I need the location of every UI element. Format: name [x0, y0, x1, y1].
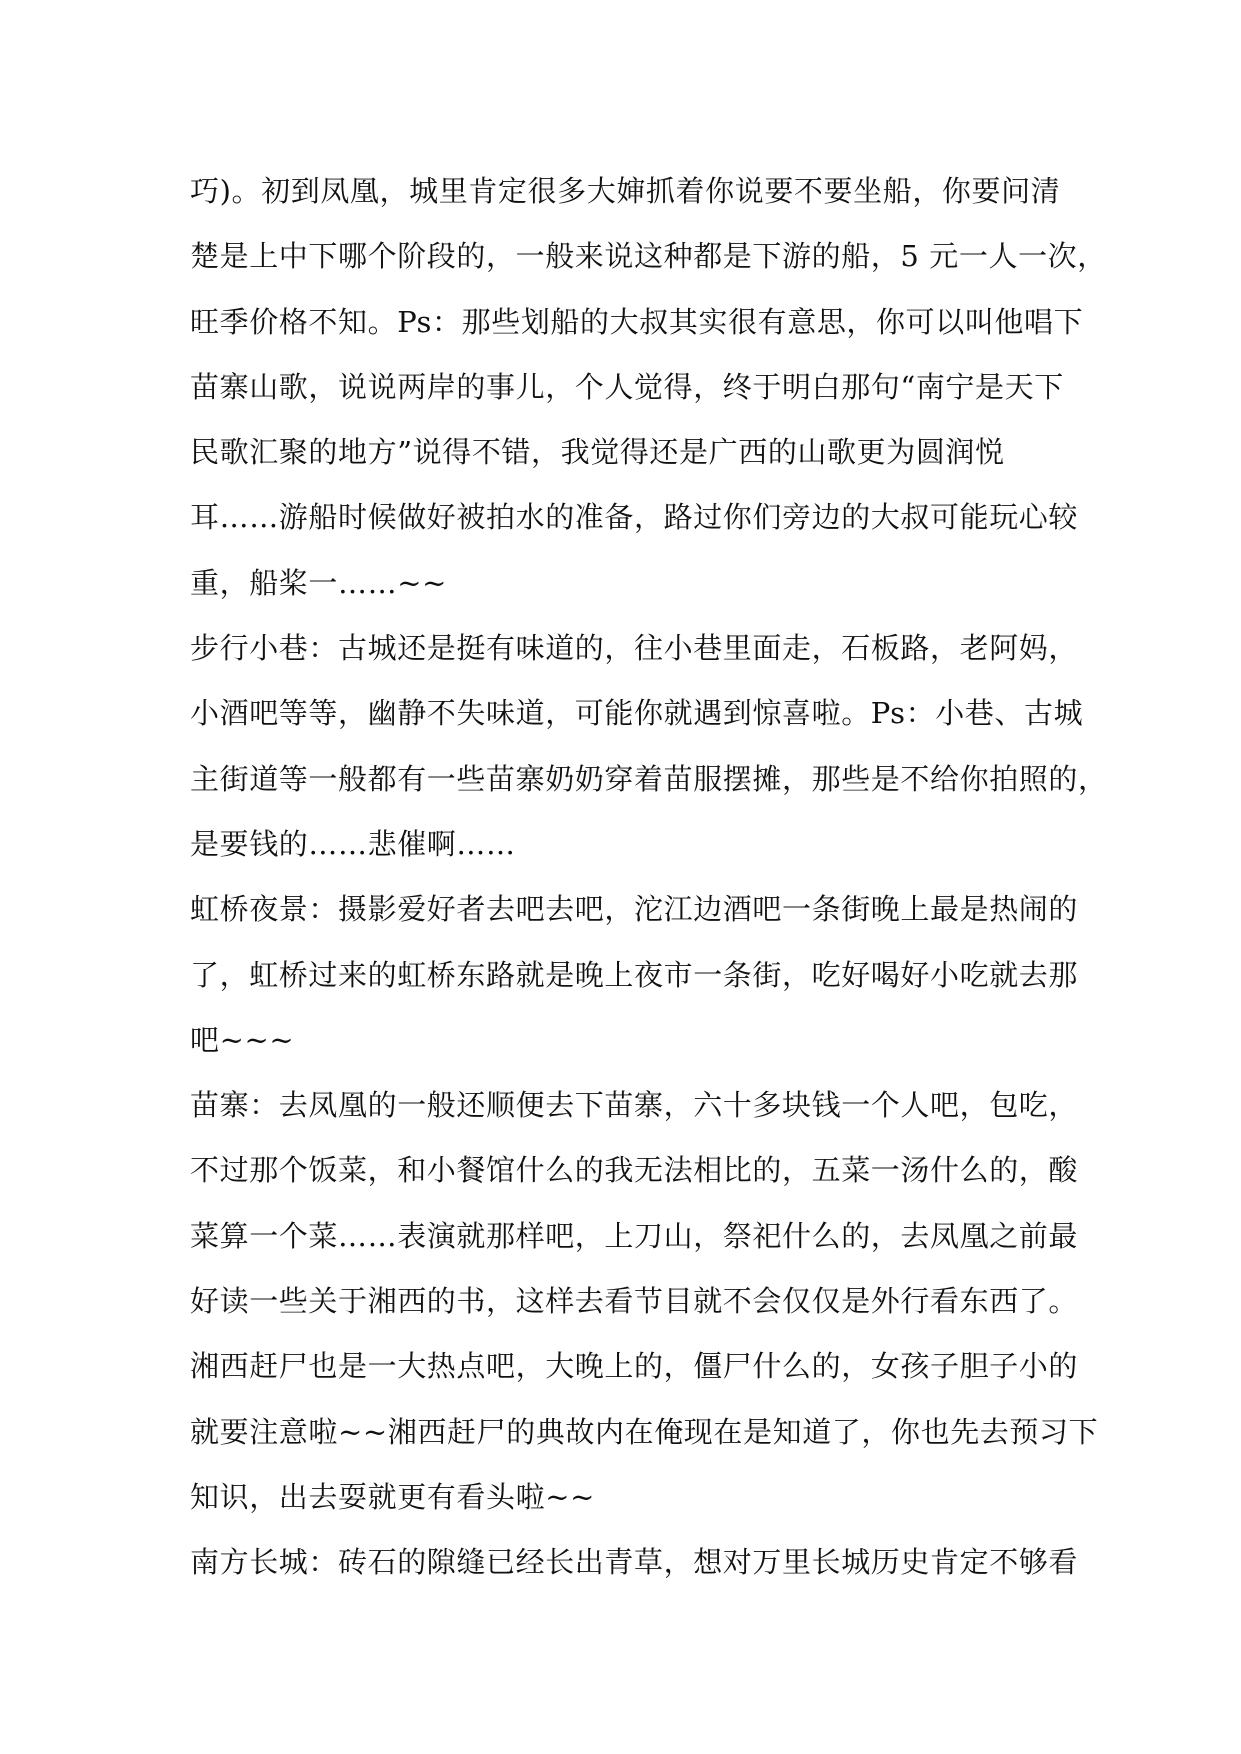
text-line: 旺季价格不知。Ps：那些划船的大叔其实很有意思，你可以叫他唱下: [190, 304, 1084, 339]
text-line: 苗寨：去凤凰的一般还顺便去下苗寨，六十多块钱一个人吧，包吃，: [190, 1088, 1079, 1123]
text-line: 主街道等一般都有一些苗寨奶奶穿着苗服摆摊，那些是不给你拍照的，: [190, 761, 1108, 796]
text-line: 吧~~~: [190, 1022, 295, 1057]
text-line: 小酒吧等等，幽静不失味道，可能你就遇到惊喜啦。Ps：小巷、古城: [190, 696, 1084, 731]
text-line: 步行小巷：古城还是挺有味道的，往小巷里面走，石板路，老阿妈，: [190, 631, 1079, 666]
text-line: 了，虹桥过来的虹桥东路就是晚上夜市一条街，吃好喝好小吃就去那: [190, 957, 1079, 992]
text-line: 巧)。初到凤凰，城里肯定很多大婶抓着你说要不要坐船，你要问清: [190, 174, 1061, 208]
text-line: 虹桥夜景：摄影爱好者去吧去吧，沱江边酒吧一条街晚上最是热闹的: [190, 892, 1079, 927]
text-line: 楚是上中下哪个阶段的，一般来说这种都是下游的船，5 元一人一次，: [190, 239, 1107, 274]
text-line: 知识，出去耍就更有看头啦~~: [190, 1479, 595, 1514]
text-line: 苗寨山歌，说说两岸的事儿，个人觉得，终于明白那句“南宁是天下: [190, 369, 1064, 404]
text-line: 菜算一个菜……表演就那样吧，上刀山，祭祀什么的，去凤凰之前最: [190, 1218, 1079, 1253]
text-line: 民歌汇聚的地方”说得不错，我觉得还是广西的山歌更为圆润悦: [190, 435, 1005, 470]
text-line: 不过那个饭菜，和小餐馆什么的我无法相比的，五菜一汤什么的，酸: [190, 1153, 1079, 1188]
document-body: [190, 159, 1108, 1596]
text-line: 好读一些关于湘西的书，这样去看节目就不会仅仅是外行看东西了。: [190, 1284, 1079, 1319]
text-line: 湘西赶尸也是一大热点吧，大晚上的，僵尸什么的，女孩子胆子小的: [190, 1349, 1079, 1384]
text-line: 耳……游船时候做好被拍水的准备，路过你们旁边的大叔可能玩心较: [190, 500, 1079, 535]
text-line: 重，船桨一……~~: [190, 565, 447, 600]
text-line: 是要钱的……悲催啊……: [190, 826, 516, 861]
text-line: 就要注意啦~~湘西赶尸的典故内在俺现在是知道了，你也先去预习下: [190, 1414, 1099, 1449]
text-line: 南方长城：砖石的隙缝已经长出青草，想对万里长城历史肯定不够看: [190, 1545, 1079, 1580]
